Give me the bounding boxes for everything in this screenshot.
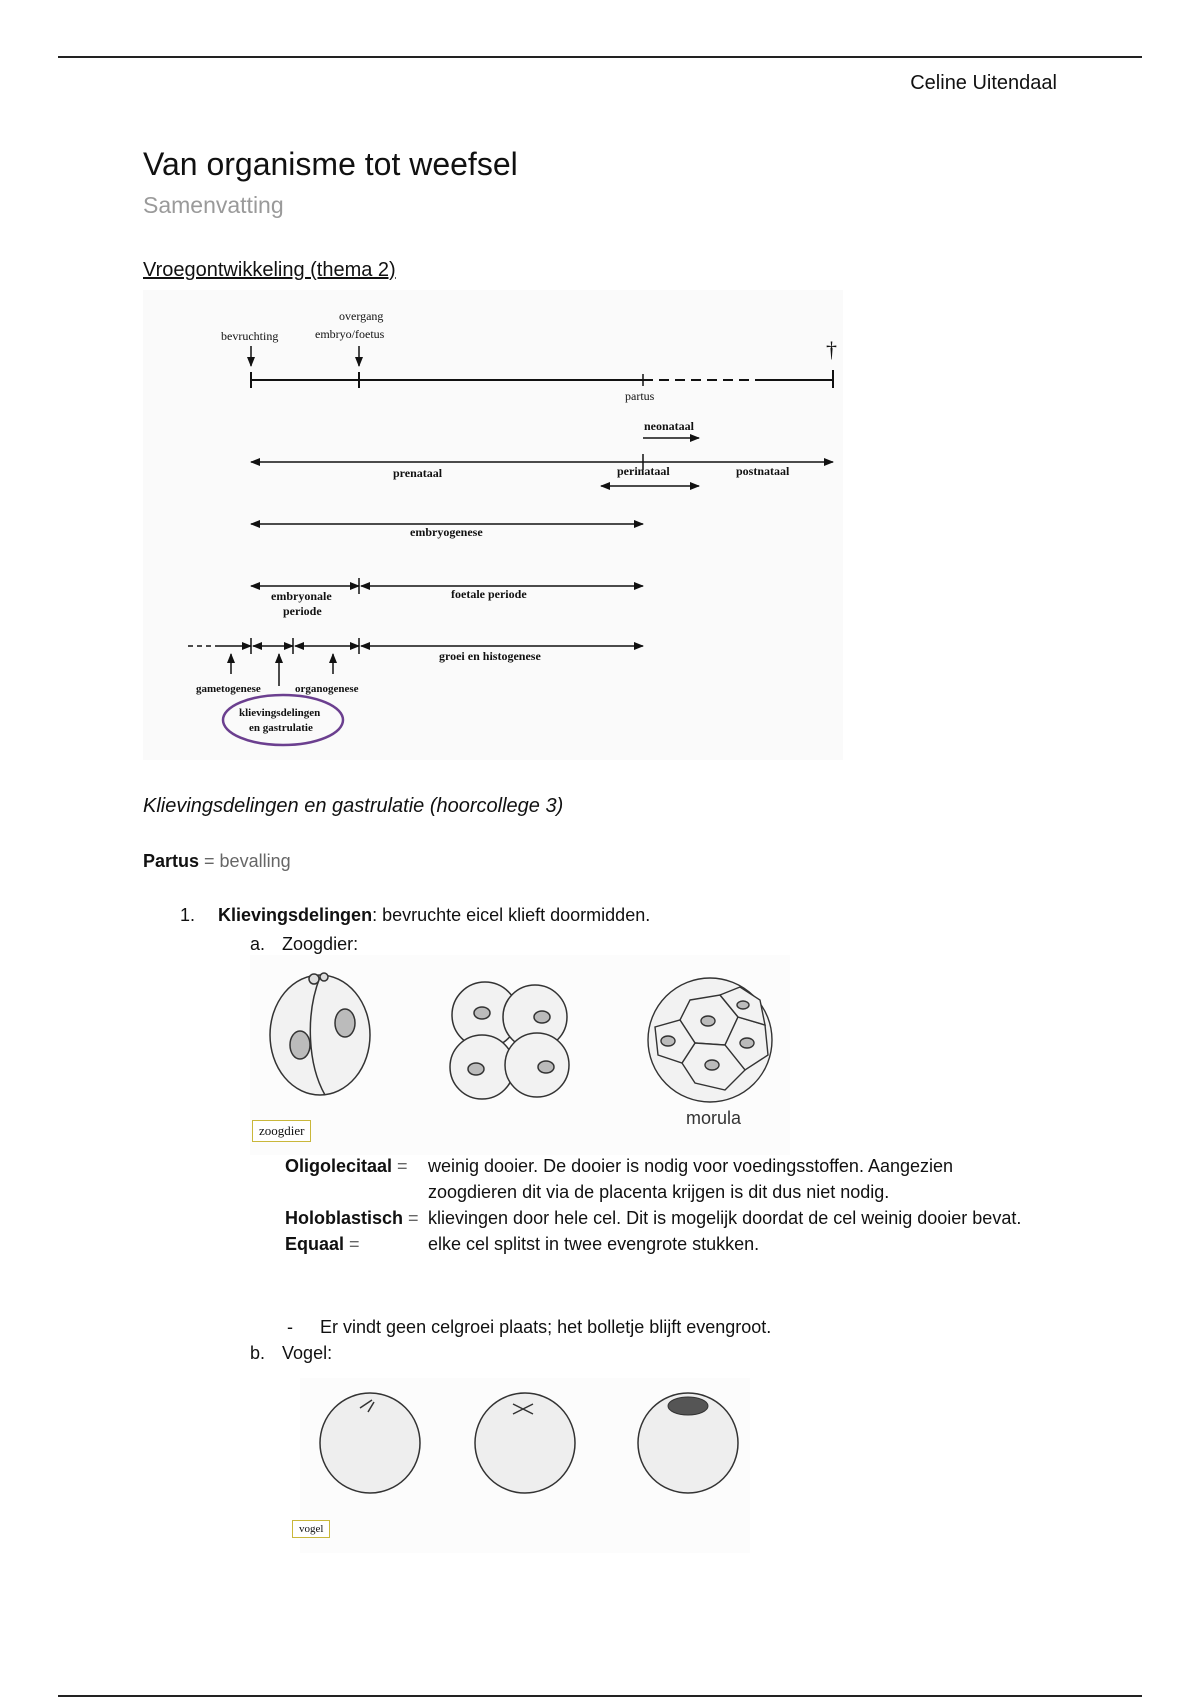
morula-stage <box>648 978 772 1102</box>
label-neonataal: neonataal <box>644 419 695 433</box>
label-embryogenese: embryogenese <box>410 525 483 539</box>
author-name: Celine Uitendaal <box>910 72 1057 94</box>
label-perinataal: perinataal <box>617 464 670 478</box>
top-rule <box>58 56 1142 58</box>
definition-equals: = <box>403 1208 419 1228</box>
label-gametogenese: gametogenese <box>196 683 261 695</box>
definition-description: elke cel splitst in twee evengrote stukken. <box>428 1234 760 1254</box>
definition-term: Oligolecitaal <box>285 1156 393 1176</box>
definition-description: klievingen door hele cel. Dit is mogelijk doordat de cel weinig dooier bevat. <box>428 1208 1022 1228</box>
section-heading: Vroegontwikkeling (thema 2) <box>143 259 396 281</box>
zoogdier-caption: zoogdier <box>252 1120 311 1142</box>
label-embryo-foetus: embryo/foetus <box>315 327 385 341</box>
two-cell-stage <box>270 973 370 1095</box>
bullet-text: Er vindt geen celgroei plaats; het bolletje blijft evengroot. <box>320 1317 772 1337</box>
definition-row <box>285 1153 1028 1205</box>
label-partus: partus <box>625 389 655 403</box>
partus-term: Partus <box>143 851 200 871</box>
definition-equals: = <box>344 1234 360 1254</box>
bullet-item <box>287 1317 771 1338</box>
list-letter-b: b. <box>250 1343 266 1363</box>
list-item-1b <box>250 1343 332 1364</box>
label-overgang: overgang <box>339 309 384 323</box>
vogel-caption: vogel <box>292 1520 330 1538</box>
list-number: 1. <box>180 905 196 925</box>
bird-egg-stage-1 <box>320 1393 420 1493</box>
definitions-list <box>285 1153 1028 1257</box>
timeline-figure <box>143 290 843 770</box>
klievingsdelingen-text: : bevruchte eicel klieft doormidden. <box>372 905 651 925</box>
label-postnataal: postnataal <box>736 464 790 478</box>
label-organogenese: organogenese <box>295 683 359 695</box>
definition-description: weinig dooier. De dooier is nodig voor voedingsstoffen. Aangezien zoogdieren dit via de placenta krijgen is dit dus niet nodig. <box>428 1156 954 1202</box>
label-groei-histogenese: groei en histogenese <box>439 649 541 663</box>
vogel-cleavage-figure <box>300 1378 750 1553</box>
label-klievingsdelingen: klievingsdelingen <box>239 707 321 719</box>
vogel-label: Vogel: <box>282 1343 333 1363</box>
klievingsdelingen-term: Klievingsdelingen <box>218 905 373 925</box>
definition-row <box>285 1205 1028 1231</box>
label-foetale-periode: foetale periode <box>451 587 527 601</box>
partus-line <box>143 851 291 872</box>
page-subtitle: Samenvatting <box>143 192 284 218</box>
list-item-1 <box>180 905 650 926</box>
definition-term: Equaal <box>285 1234 345 1254</box>
bird-egg-stage-2 <box>475 1393 575 1493</box>
definition-equals: = <box>392 1156 408 1176</box>
partus-definition: = bevalling <box>199 851 291 871</box>
label-en-gastrulatie: en gastrulatie <box>249 722 313 734</box>
bird-egg-stage-3 <box>638 1393 738 1493</box>
definition-term: Holoblastisch <box>285 1208 404 1228</box>
label-periode: periode <box>283 604 322 618</box>
label-prenataal: prenataal <box>393 466 443 480</box>
subsection-heading: Klievingsdelingen en gastrulatie (hoorcollege 3) <box>143 795 564 817</box>
morula-label: morula <box>686 1108 742 1128</box>
bullet-dash: - <box>287 1317 293 1337</box>
definition-row <box>285 1231 1028 1257</box>
bottom-rule <box>58 1695 1142 1697</box>
label-bevruchting: bevruchting <box>221 329 279 343</box>
label-embryonale: embryonale <box>271 589 332 603</box>
page-title: Van organisme tot weefsel <box>143 146 518 182</box>
zoogdier-label: Zoogdier: <box>282 934 359 954</box>
list-item-1a <box>250 934 358 955</box>
list-letter-a: a. <box>250 934 266 954</box>
dagger-symbol: † <box>826 337 837 362</box>
